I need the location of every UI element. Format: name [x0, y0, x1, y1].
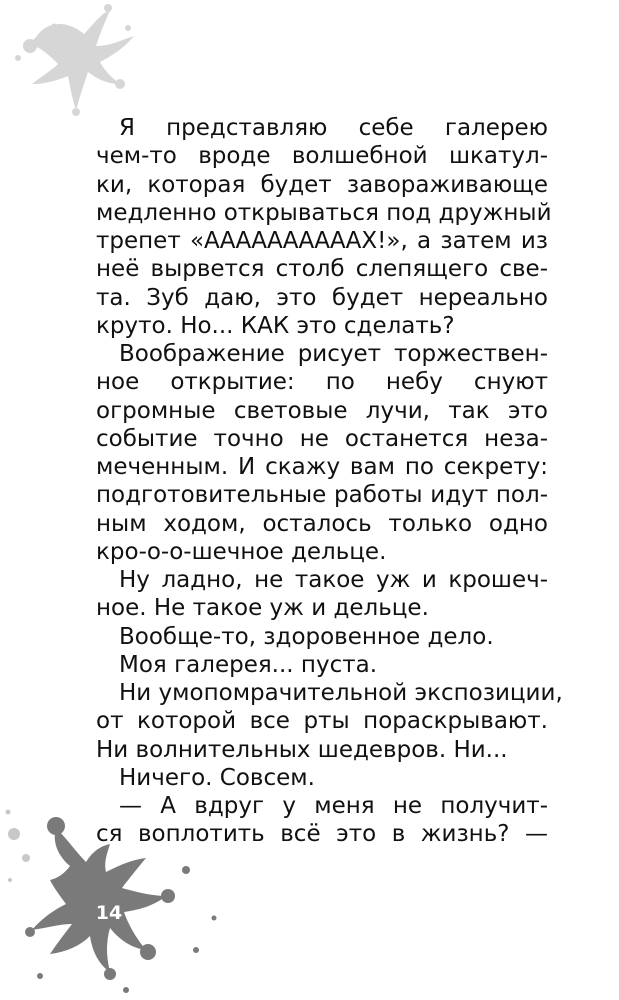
text-line: Моя галерея... пуста. — [119, 651, 378, 678]
page-number: 14 — [95, 902, 123, 924]
text-line: подготовительные работы идут пол- — [96, 482, 548, 509]
text-line: Ни волнительных шедевров. Ни... — [96, 736, 508, 763]
text-line: событие точно не останется неза- — [96, 425, 548, 452]
text-line: трепет «ААААААААААХ!», а затем из — [96, 228, 548, 254]
text-line: кро-о-о-шечное дельце. — [96, 538, 387, 565]
text-line: от которой все рты пораскрывают. — [96, 708, 548, 735]
text-line: Ни умопомрачительной экспозиции, — [119, 680, 563, 706]
text-line: неё вырвется столб слепящего све- — [96, 256, 548, 283]
text-line: ное. Не такое уж и дельце. — [96, 595, 429, 622]
text-line: Ну ладно, не такое уж и крошеч- — [119, 567, 548, 593]
text-line: Воображение рисует торжествен- — [119, 341, 548, 367]
text-line: круто. Но... КАК это сделать? — [96, 312, 455, 339]
text-line: ное открытие: по небу снуют — [96, 369, 548, 396]
text-line: — А вдруг у меня не получит- — [119, 793, 548, 819]
text-line: ся воплотить всё это в жизнь? — — [96, 821, 548, 848]
body-text — [96, 114, 563, 849]
text-line: меченным. И скажу вам по секрету: — [96, 454, 548, 480]
text-line: Я представляю себе галерею — [119, 115, 548, 141]
text-line: медленно открываться под дружный — [96, 199, 552, 226]
text-line: Ничего. Совсем. — [119, 764, 315, 791]
text-line: та. Зуб даю, это будет нереально — [96, 284, 548, 311]
text-line: огромные световые лучи, так это — [96, 397, 548, 424]
text-line: ным ходом, осталось только одно — [96, 510, 548, 537]
text-line: чем-то вроде волшебной шкатул- — [96, 143, 548, 170]
text-line: ки, которая будет завораживающе — [96, 171, 548, 198]
text-line: Вообще-то, здоровенное дело. — [119, 623, 494, 650]
